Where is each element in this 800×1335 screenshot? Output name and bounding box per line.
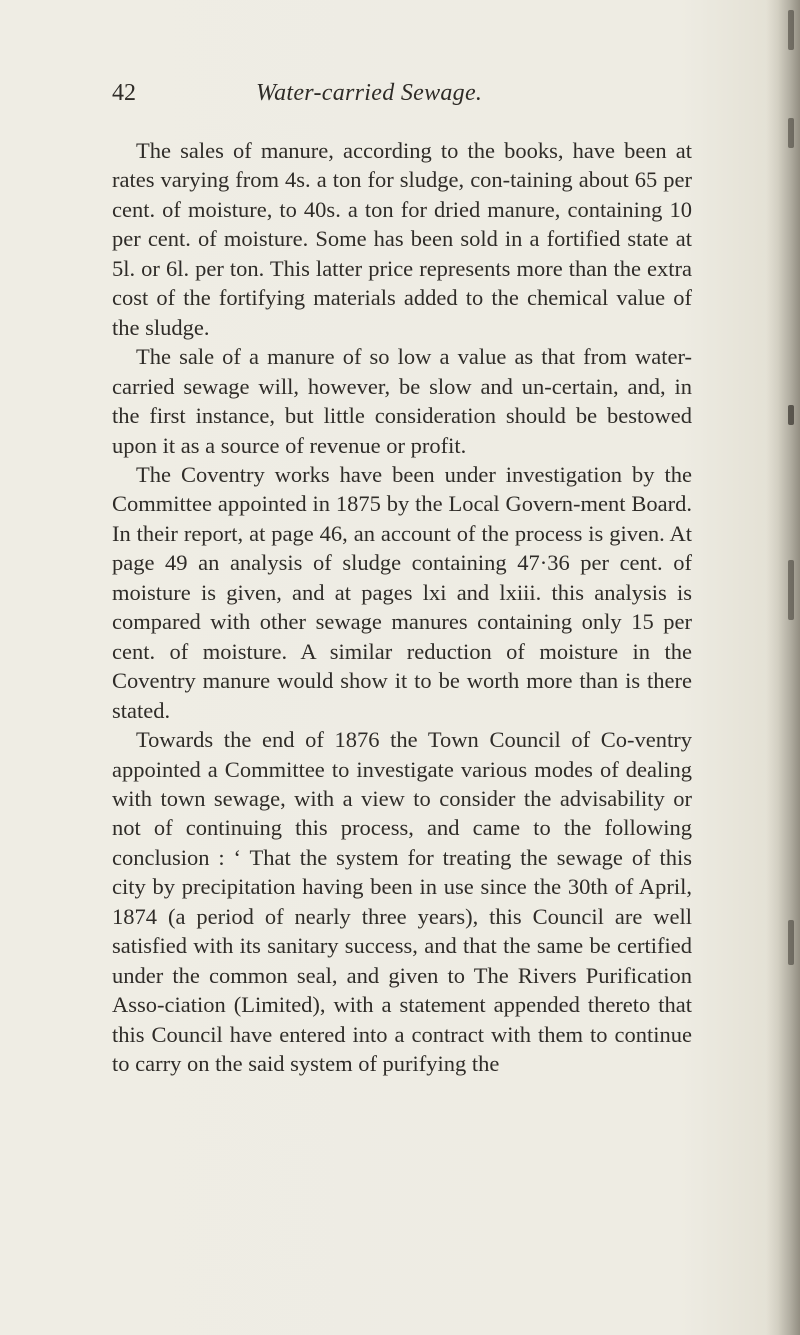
edge-mark	[788, 920, 794, 965]
paragraph: The sale of a manure of so low a value as that from water-carried sewage will, however, be slow and un-certain, and, in the first instance, but little consideration should be bestowed upon it as a source of revenue or profit.	[112, 344, 692, 458]
page-binding-shadow	[766, 0, 800, 1335]
page-header	[112, 80, 672, 120]
body-text	[112, 136, 692, 1079]
paragraph: The Coventry works have been under investigation by the Committee appointed in 1875 by the Local Govern-ment Board. In their report, at page 46, an account of the process is given. At page 49 an analysis of sludge containing 47·36 per cent. of moisture is given, and at pages lxi and lxiii. this analysis is compared with other sewage manures containing only 15 per cent. of moisture. A similar reduction of moisture in the Coventry manure would show it to be worth more than is there stated.	[112, 461, 692, 723]
edge-mark	[788, 10, 794, 50]
edge-mark	[788, 405, 794, 425]
page-number: 42	[112, 80, 136, 106]
paragraph: Towards the end of 1876 the Town Council of Co-ventry appointed a Committee to investigate various modes of dealing with town sewage, with a view to consider the advisability or not of continuing this process, and came to the following conclusion : ‘ That the system for treating the sewage of this city by precipitation having been in use since the 30th of April, 1874 (a period of nearly three years), this Council are well satisfied with its sanitary success, and that the same be certified under the common seal, and given to The Rivers Purification Asso-ciation (Limited), with a statement appended thereto that this Council have entered into a contract with them to continue to carry on the said system of purifying the	[112, 727, 692, 1077]
paragraph: The sales of manure, according to the books, have been at rates varying from 4s. a ton for sludge, con-taining about 65 per cent. of moisture, to 40s. a ton for dried manure, containing 10 per cent. of moisture. Some has been sold in a fortified state at 5l. or 6l. per ton. This latter price represents more than the extra cost of the fortifying materials added to the chemical value of the sludge.	[112, 138, 692, 340]
edge-mark	[788, 560, 794, 620]
running-head: Water-carried Sewage.	[256, 80, 483, 106]
edge-mark	[788, 118, 794, 148]
